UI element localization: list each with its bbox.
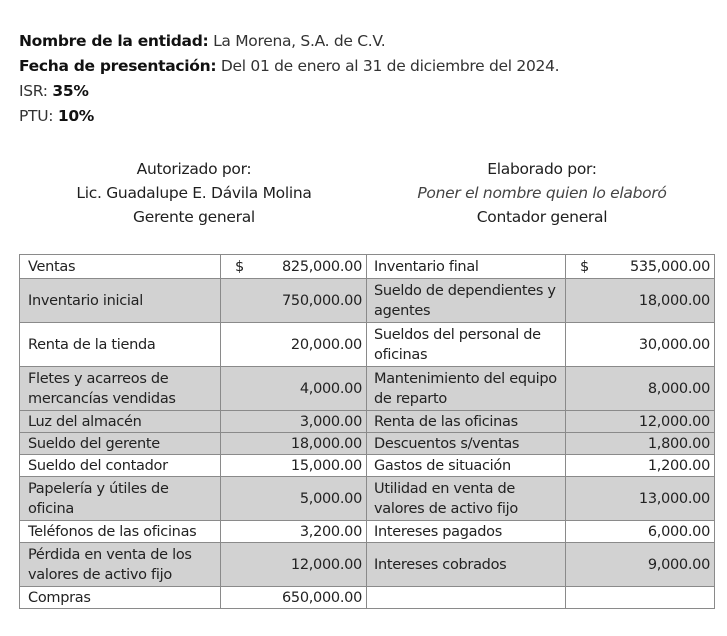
account-name: Renta de la tienda — [20, 323, 221, 367]
account-amount: 4,000.00 — [221, 367, 367, 411]
account-name: Compras — [20, 587, 221, 609]
authorized-title: Autorizado por: — [136, 160, 252, 178]
accounts-table — [19, 254, 715, 609]
date-value: Del 01 de enero al 31 de diciembre del 2024. — [220, 57, 560, 75]
prepared-title: Elaborado por: — [487, 160, 597, 178]
date-row — [19, 54, 559, 79]
account-name: Gastos de situación — [367, 455, 566, 477]
account-amount: 5,000.00 — [221, 477, 367, 521]
account-amount: 12,000.00 — [221, 543, 367, 587]
account-name: Utilidad en venta de valores de activo fijo — [367, 477, 566, 521]
account-name: Renta de las oficinas — [367, 411, 566, 433]
account-amount: 1,800.00 — [566, 433, 715, 455]
account-amount: 3,000.00 — [221, 411, 367, 433]
entity-info — [19, 29, 559, 129]
ptu-row — [19, 104, 559, 129]
table-row — [20, 279, 715, 323]
authorized-role: Gerente general — [133, 208, 255, 226]
amount-value: 825,000.00 — [281, 258, 362, 275]
account-name: Mantenimiento del equipo de reparto — [367, 367, 566, 411]
table-row — [20, 255, 715, 279]
account-amount: 650,000.00 — [221, 587, 367, 609]
account-name: Papelería y útiles de oficina — [20, 477, 221, 521]
account-name — [367, 587, 566, 609]
table-row — [20, 477, 715, 521]
currency-sign: $ — [235, 258, 244, 275]
account-name: Inventario inicial — [20, 279, 221, 323]
account-amount — [566, 255, 715, 279]
isr-value: 35% — [52, 82, 89, 100]
account-name: Teléfonos de las oficinas — [20, 521, 221, 543]
prepared-name: Poner el nombre quien lo elaboró — [417, 184, 667, 202]
table-row — [20, 323, 715, 367]
account-amount: 3,200.00 — [221, 521, 367, 543]
entity-row — [19, 29, 559, 54]
table-row — [20, 411, 715, 433]
account-name: Ventas — [20, 255, 221, 279]
account-name: Inventario final — [367, 255, 566, 279]
table-row — [20, 587, 715, 609]
account-name: Intereses cobrados — [367, 543, 566, 587]
table-row — [20, 455, 715, 477]
isr-row — [19, 79, 559, 104]
amount-value: 535,000.00 — [629, 258, 710, 275]
account-name: Pérdida en venta de los valores de activo fijo — [20, 543, 221, 587]
table-row — [20, 367, 715, 411]
account-name: Sueldo del gerente — [20, 433, 221, 455]
account-amount: 9,000.00 — [566, 543, 715, 587]
account-amount: 6,000.00 — [566, 521, 715, 543]
prepared-signature-block — [372, 157, 712, 229]
table-row — [20, 521, 715, 543]
isr-label: ISR: — [19, 82, 48, 100]
account-amount — [566, 587, 715, 609]
account-amount: 30,000.00 — [566, 323, 715, 367]
authorized-name: Lic. Guadalupe E. Dávila Molina — [76, 184, 312, 202]
account-amount: 15,000.00 — [221, 455, 367, 477]
account-name: Fletes y acarreos de mercancías vendidas — [20, 367, 221, 411]
account-name: Sueldo de dependientes y agentes — [367, 279, 566, 323]
account-amount: 8,000.00 — [566, 367, 715, 411]
account-amount: 1,200.00 — [566, 455, 715, 477]
account-amount: 18,000.00 — [566, 279, 715, 323]
account-amount: 13,000.00 — [566, 477, 715, 521]
account-name: Sueldo del contador — [20, 455, 221, 477]
account-amount: 750,000.00 — [221, 279, 367, 323]
prepared-role: Contador general — [476, 208, 608, 226]
table-row — [20, 433, 715, 455]
account-name: Luz del almacén — [20, 411, 221, 433]
account-amount: 18,000.00 — [221, 433, 367, 455]
account-name: Descuentos s/ventas — [367, 433, 566, 455]
currency-sign: $ — [580, 258, 589, 275]
date-label: Fecha de presentación: — [19, 57, 217, 75]
ptu-value: 10% — [57, 107, 95, 125]
account-name: Sueldos del personal de oficinas — [367, 323, 566, 367]
account-name: Intereses pagados — [367, 521, 566, 543]
entity-label: Nombre de la entidad: — [19, 32, 209, 50]
ptu-label: PTU: — [19, 107, 54, 125]
account-amount: 20,000.00 — [221, 323, 367, 367]
account-amount: 12,000.00 — [566, 411, 715, 433]
entity-value: La Morena, S.A. de C.V. — [213, 32, 386, 50]
table-row — [20, 543, 715, 587]
authorized-signature-block — [24, 157, 364, 229]
account-amount — [221, 255, 367, 279]
